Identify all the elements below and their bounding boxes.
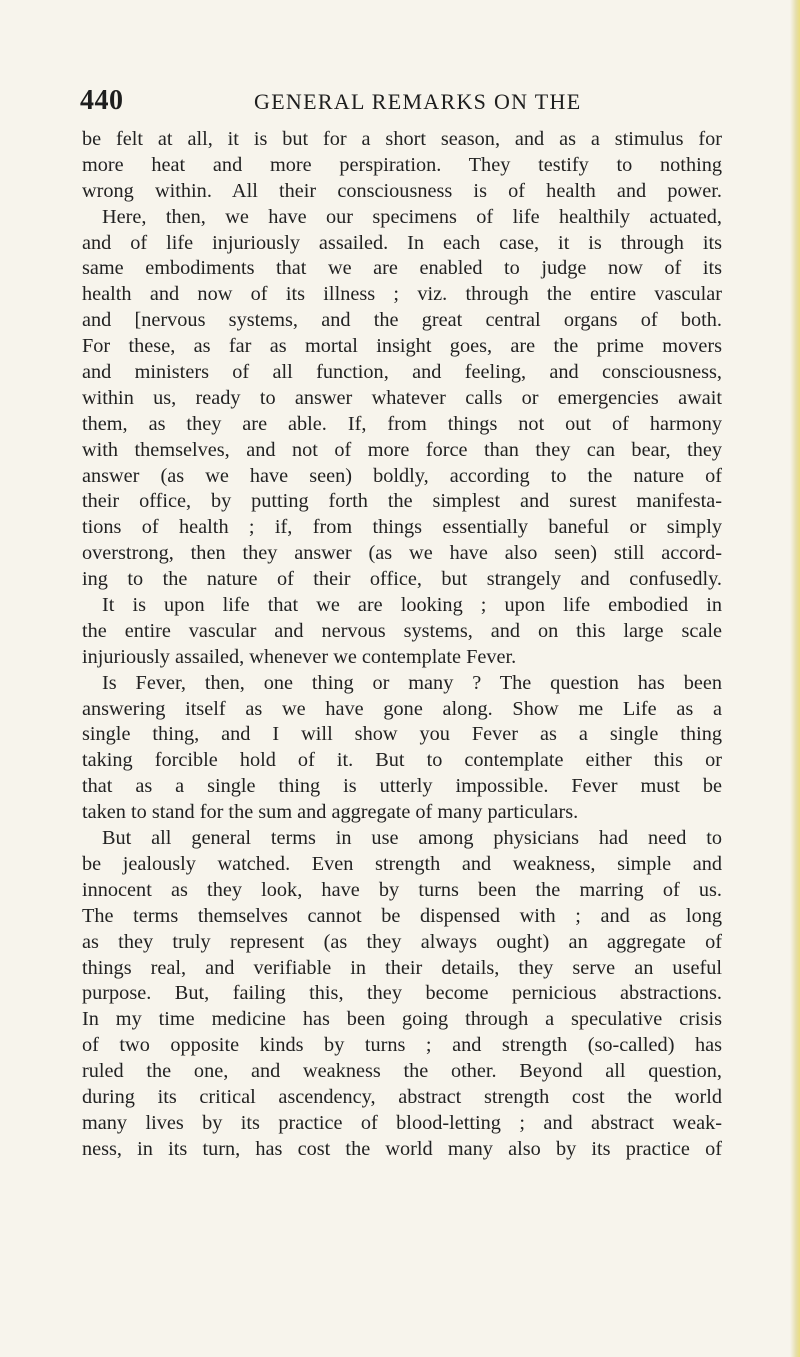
text-line: Is Fever, then, one thing or many ? The question has been xyxy=(102,671,722,694)
text-line: answering itself as we have gone along. Show me Life as a xyxy=(82,697,722,720)
text-line: wrong within. All their consciousness is of health and power. xyxy=(82,179,722,202)
text-line: The terms themselves cannot be dispensed with ; and as long xyxy=(82,904,722,927)
text-line: same embodiments that we are enabled to judge now of its xyxy=(82,257,722,280)
text-line: and of life injuriously assailed. In each case, it is through its xyxy=(82,231,722,254)
text-line: be jealously watched. Even strength and weakness, simple and xyxy=(82,852,722,875)
text-line: within us, ready to answer whatever calls or emergencies await xyxy=(82,386,722,409)
text-line: ruled the one, and weakness the other. Beyond all question, xyxy=(82,1060,722,1083)
text-line: be felt at all, it is but for a short season, and as a stimulus for xyxy=(82,128,722,150)
text-line: purpose. But, failing this, they become pernicious abstractions. xyxy=(82,982,722,1005)
text-line: injuriously assailed, whenever we contemplate Fever. xyxy=(82,645,517,668)
text-line: It is upon life that we are looking ; upon life embodied in xyxy=(102,594,722,617)
text-line: In my time medicine has been going through a speculative crisis xyxy=(82,1008,722,1031)
text-line: taken to stand for the sum and aggregate of many particulars. xyxy=(82,801,579,824)
running-head: GENERAL REMARKS ON THE xyxy=(254,89,582,114)
text-line: overstrong, then they answer (as we have also seen) still accord- xyxy=(82,542,722,565)
text-line: tions of health ; if, from things essentially baneful or simply xyxy=(82,516,722,539)
text-line: But all general terms in use among physicians had need to xyxy=(102,827,722,850)
text-line: many lives by its practice of blood-letting ; and abstract weak- xyxy=(82,1111,722,1134)
text-line: answer (as we have seen) boldly, according to the nature of xyxy=(82,464,722,487)
text-line: health and now of its illness ; viz. through the entire vascular xyxy=(82,283,722,306)
text-line: ness, in its turn, has cost the world many also by its practice of xyxy=(82,1137,722,1160)
text-line: innocent as they look, have by turns been the marring of us. xyxy=(82,878,722,901)
text-line: them, as they are able. If, from things not out of harmony xyxy=(82,412,722,435)
page-edge-shadow xyxy=(790,0,800,1357)
text-line: with themselves, and not of more force than they can bear, they xyxy=(82,438,722,461)
text-line: as they truly represent (as they always ought) an aggregate of xyxy=(82,930,722,953)
text-line: and ministers of all function, and feeling, and consciousness, xyxy=(82,361,722,384)
text-line: during its critical ascendency, abstract strength cost the world xyxy=(82,1085,722,1108)
page-number: 440 xyxy=(80,85,124,116)
text-line: things real, and verifiable in their details, they serve an useful xyxy=(82,956,722,979)
text-line: and [nervous systems, and the great central organs of both. xyxy=(82,309,722,332)
text-line: that as a single thing is utterly impossible. Fever must be xyxy=(82,775,722,798)
text-line: single thing, and I will show you Fever as a single thing xyxy=(82,723,722,746)
text-line: ing to the nature of their office, but strangely and confusedly. xyxy=(82,568,722,591)
page-header xyxy=(80,86,720,116)
text-line: more heat and more perspiration. They testify to nothing xyxy=(82,153,722,176)
text-line: the entire vascular and nervous systems, and on this large scale xyxy=(82,619,722,642)
text-line: their office, by putting forth the simplest and surest manifesta- xyxy=(82,490,722,513)
body-text xyxy=(82,127,722,1163)
text-line: of two opposite kinds by turns ; and strength (so-called) has xyxy=(82,1034,722,1057)
text-line: taking forcible hold of it. But to contemplate either this or xyxy=(82,749,722,772)
text-line: For these, as far as mortal insight goes, are the prime movers xyxy=(82,335,722,358)
text-line: Here, then, we have our specimens of life healthily actuated, xyxy=(102,205,722,228)
